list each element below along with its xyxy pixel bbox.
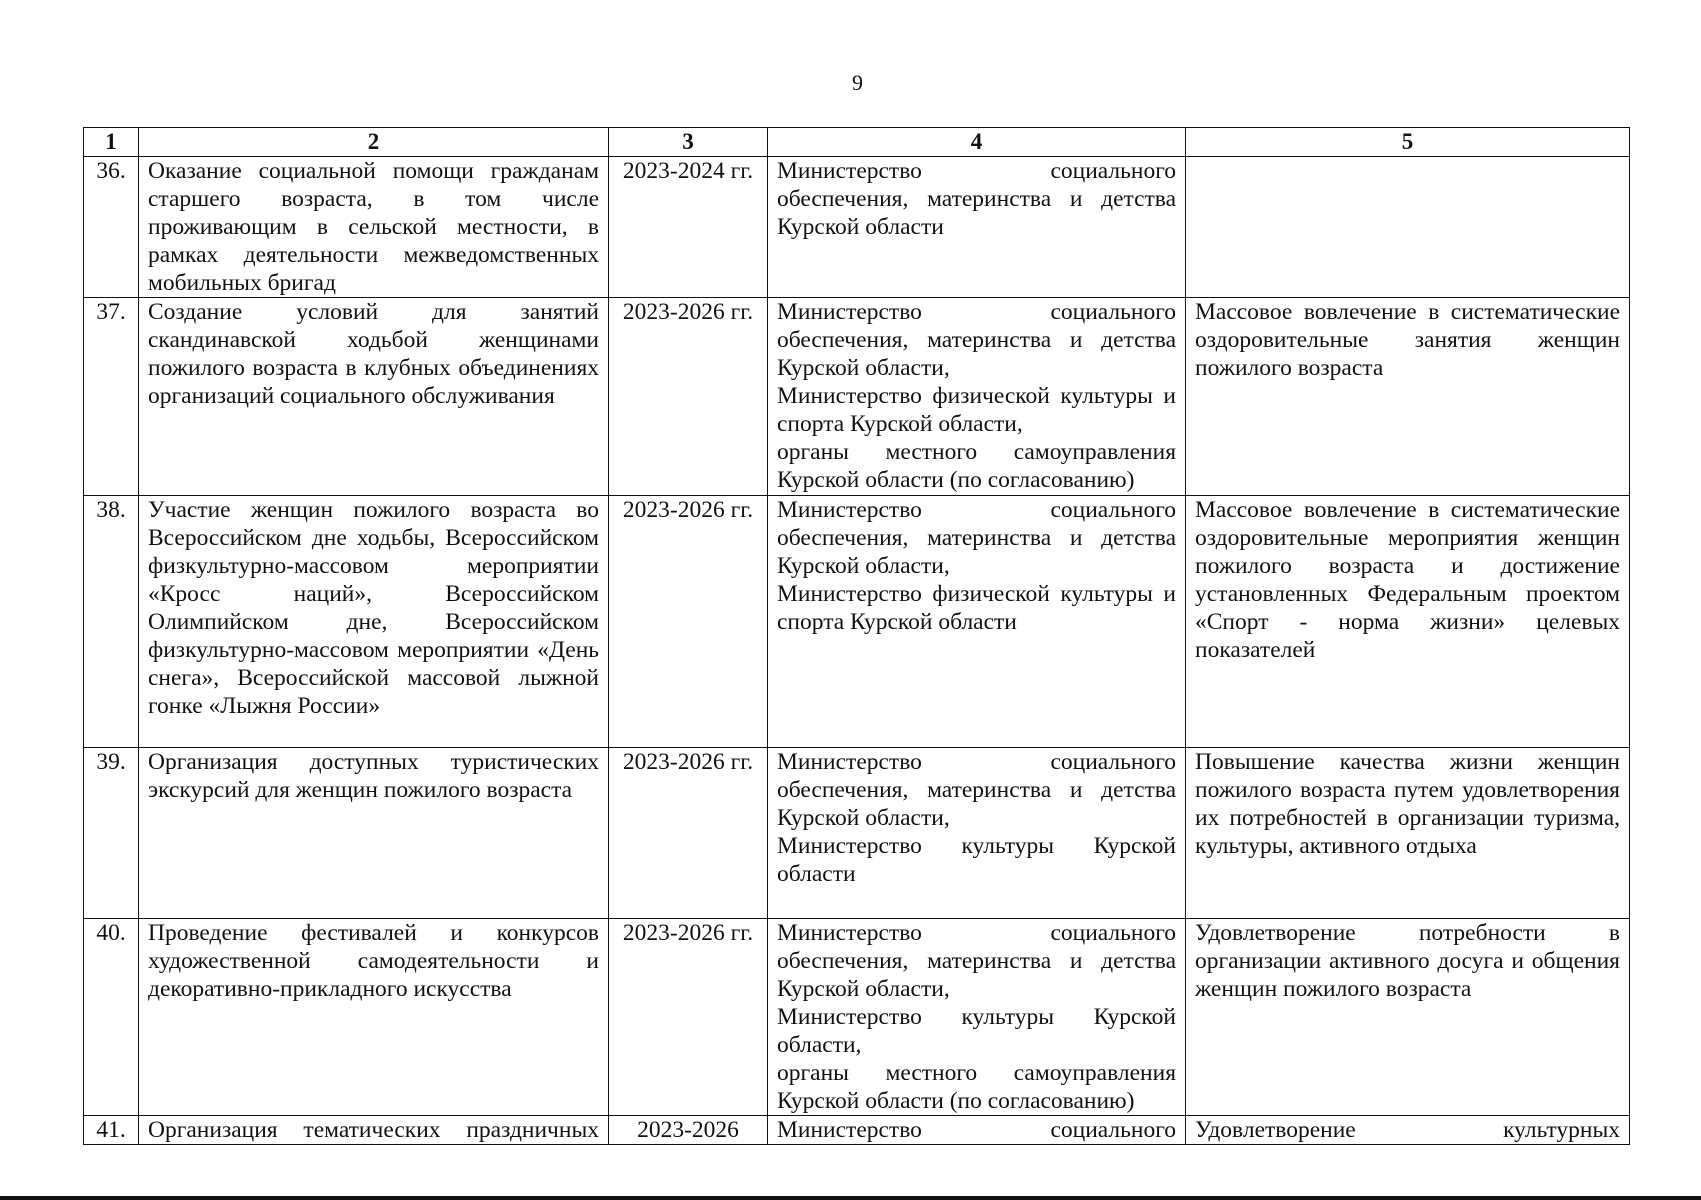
executor-line: Министерство социального xyxy=(777,1117,1176,1143)
executor-line: Министерство физической культуры и спорта Курской области xyxy=(777,581,1176,635)
executor-line: Министерство социального обеспечения, материнства и детства Курской области, xyxy=(777,299,1176,381)
result-cell: Массовое вовлечение в систематические оздоровительные мероприятия женщин пожилого возраста и достижение установленных Федеральным проектом «Спорт - норма жизни» целевых показателей xyxy=(1186,496,1630,748)
result-cell: Удовлетворение потребности в организации активного досуга и общения женщин пожилого возраста xyxy=(1186,919,1630,1116)
table-row xyxy=(84,157,1630,298)
activity-cell: Создание условий для занятий скандинавской ходьбой женщинами пожилого возраста в клубных объединениях организаций социального обслуживания xyxy=(139,298,609,496)
executor-line: Министерство культуры Курской области, xyxy=(777,1004,1176,1058)
table-header-row xyxy=(84,128,1630,157)
row-number: 41. xyxy=(84,1116,139,1145)
result-cell: Массовое вовлечение в систематические оздоровительные занятия женщин пожилого возраста xyxy=(1186,298,1630,496)
executors-cell xyxy=(768,496,1186,748)
table-row xyxy=(84,748,1630,919)
result-cell: Повышение качества жизни женщин пожилого возраста путем удовлетворения их потребностей в организации туризма, культуры, активного отдыха xyxy=(1186,748,1630,919)
scan-bottom-edge xyxy=(0,1196,1701,1200)
executor-line: органы местного самоуправления Курской области (по согласованию) xyxy=(777,439,1176,493)
executors-cell xyxy=(768,748,1186,919)
result-cell xyxy=(1186,157,1630,298)
row-number: 39. xyxy=(84,748,139,919)
row-number: 38. xyxy=(84,496,139,748)
header-col-3: 3 xyxy=(609,128,768,157)
row-number: 36. xyxy=(84,157,139,298)
table-row xyxy=(84,919,1630,1116)
period-cell: 2023-2026 гг. xyxy=(609,496,768,748)
header-col-1: 1 xyxy=(84,128,139,157)
result-cell: Удовлетворение культурных xyxy=(1186,1116,1630,1145)
activity-cell: Оказание социальной помощи гражданам старшего возраста, в том числе проживающим в сельской местности, в рамках деятельности межведомственных мобильных бригад xyxy=(139,157,609,298)
period-cell: 2023-2026 гг. xyxy=(609,919,768,1116)
period-cell: 2023-2026 гг. xyxy=(609,298,768,496)
row-number: 40. xyxy=(84,919,139,1116)
header-col-5: 5 xyxy=(1186,128,1630,157)
executors-cell xyxy=(768,298,1186,496)
period-cell: 2023-2024 гг. xyxy=(609,157,768,298)
executors-cell xyxy=(768,1116,1186,1145)
executor-line: органы местного самоуправления Курской области (по согласованию) xyxy=(777,1060,1176,1114)
executor-line: Министерство социального обеспечения, материнства и детства Курской области, xyxy=(777,920,1176,1002)
activity-cell: Участие женщин пожилого возраста во Всероссийском дне ходьбы, Всероссийском физкультурно-массовом мероприятии «Кросс наций», Всероссийском Олимпийском дне, Всероссийском физкультурно-массовом мероприятии «День снега», Всероссийской массовой лыжной гонке «Лыжня России» xyxy=(139,496,609,748)
executors-cell xyxy=(768,919,1186,1116)
header-col-4: 4 xyxy=(768,128,1186,157)
executor-line: Министерство социального обеспечения, материнства и детства Курской области, xyxy=(777,749,1176,831)
period-cell: 2023-2026 xyxy=(609,1116,768,1145)
executor-line: Министерство социального обеспечения, материнства и детства Курской области xyxy=(777,158,1176,240)
table-row xyxy=(84,496,1630,748)
executor-line: Министерство социального обеспечения, материнства и детства Курской области, xyxy=(777,497,1176,579)
header-col-2: 2 xyxy=(139,128,609,157)
activity-table xyxy=(83,127,1630,1145)
table-row xyxy=(84,1116,1630,1145)
period-cell: 2023-2026 гг. xyxy=(609,748,768,919)
executor-line: Министерство физической культуры и спорта Курской области, xyxy=(777,383,1176,437)
row-number: 37. xyxy=(84,298,139,496)
executors-cell xyxy=(768,157,1186,298)
activity-cell: Организация тематических праздничных xyxy=(139,1116,609,1145)
page-number: 9 xyxy=(852,70,863,95)
activity-cell: Проведение фестивалей и конкурсов художественной самодеятельности и декоративно-прикладного искусства xyxy=(139,919,609,1116)
activity-cell: Организация доступных туристических экскурсий для женщин пожилого возраста xyxy=(139,748,609,919)
table-row xyxy=(84,298,1630,496)
executor-line: Министерство культуры Курской области xyxy=(777,833,1176,887)
